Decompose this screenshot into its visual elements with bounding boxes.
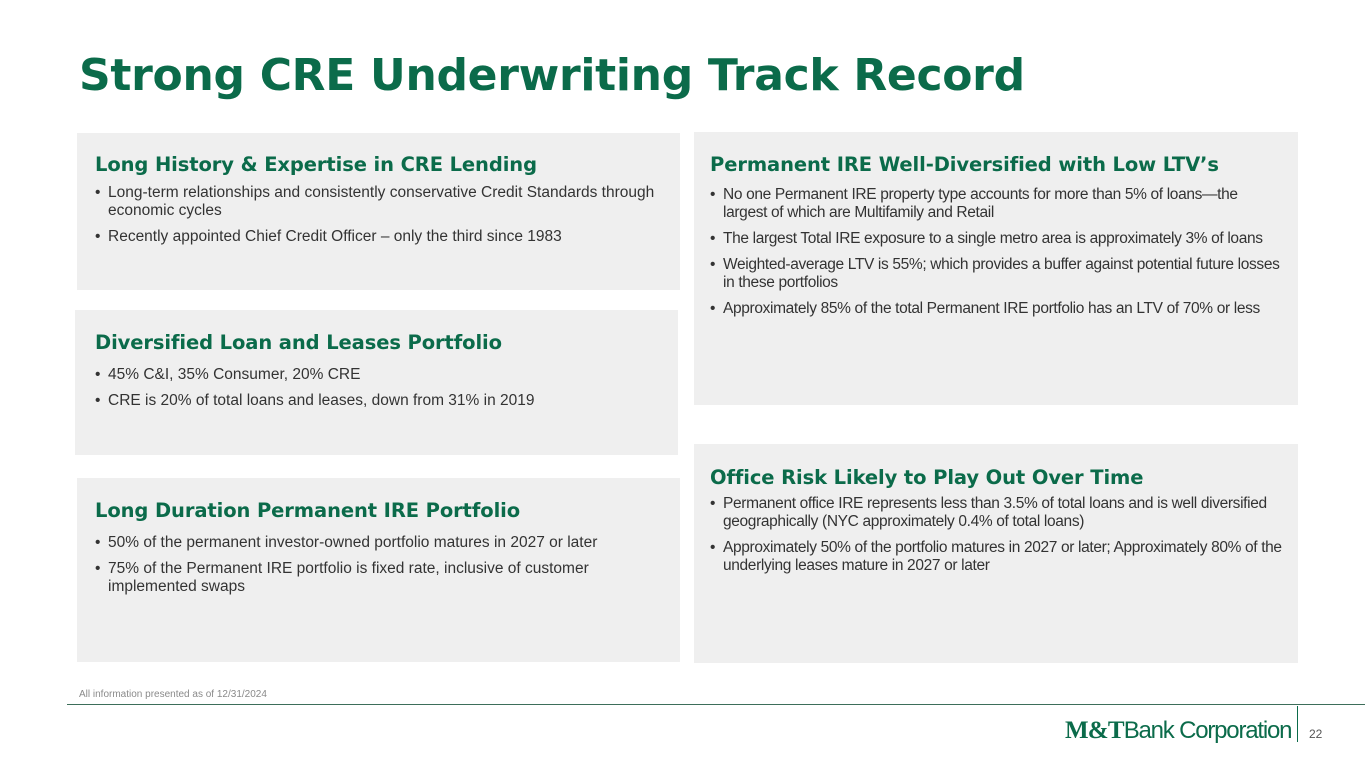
bullet-item: • Long-term relationships and consistently conservative Credit Standards through economic cycles — [95, 184, 662, 220]
card-heading: Permanent IRE Well-Diversified with Low LTV’s — [710, 153, 1219, 176]
bullet-list — [95, 184, 662, 246]
card-diversified-portfolio — [75, 310, 678, 455]
bullet-item: • 75% of the Permanent IRE portfolio is fixed rate, inclusive of customer implemented swaps — [95, 560, 662, 596]
logo-wordmark: Bank Corporation — [1123, 717, 1292, 744]
bullet-item: • No one Permanent IRE property type accounts for more than 5% of loans—the largest of which are Multifamily and Retail — [710, 186, 1282, 222]
bullet-item: • Permanent office IRE represents less than 3.5% of total loans and is well diversified geographically (NYC approximately 0.4% of total loans) — [710, 495, 1282, 531]
bullet-item: • Approximately 85% of the total Permanent IRE portfolio has an LTV of 70% or less — [710, 300, 1282, 318]
bullet-list — [710, 186, 1282, 318]
bullet-item: • 45% C&I, 35% Consumer, 20% CRE — [95, 366, 658, 384]
bullet-item: • 50% of the permanent investor-owned portfolio matures in 2027 or later — [95, 534, 662, 552]
logo-mark: M&T — [1065, 717, 1124, 744]
card-long-duration — [77, 478, 680, 662]
slide-title: Strong CRE Underwriting Track Record — [79, 50, 1025, 101]
bullet-item: • Recently appointed Chief Credit Officer – only the third since 1983 — [95, 228, 662, 246]
bullet-list — [95, 534, 662, 596]
card-history-expertise — [77, 133, 680, 290]
card-heading: Long History & Expertise in CRE Lending — [95, 153, 537, 176]
card-heading: Office Risk Likely to Play Out Over Time — [710, 466, 1144, 489]
logo-divider — [1297, 706, 1298, 742]
footnote: All information presented as of 12/31/2024 — [79, 689, 267, 700]
bullet-item: • Approximately 50% of the portfolio matures in 2027 or later; Approximately 80% of the underlying leases mature in 2027 or later — [710, 539, 1282, 575]
bullet-item: • The largest Total IRE exposure to a single metro area is approximately 3% of loans — [710, 230, 1282, 248]
bullet-item: • CRE is 20% of total loans and leases, down from 31% in 2019 — [95, 392, 658, 410]
card-heading: Long Duration Permanent IRE Portfolio — [95, 499, 521, 522]
page-number: 22 — [1309, 727, 1323, 741]
company-logo — [1065, 717, 1291, 745]
card-permanent-ire — [694, 132, 1298, 405]
bullet-item: • Weighted-average LTV is 55%; which provides a buffer against potential future losses in these portfolios — [710, 256, 1282, 292]
card-office-risk — [694, 444, 1298, 663]
bullet-list — [710, 495, 1282, 575]
card-heading: Diversified Loan and Leases Portfolio — [95, 331, 502, 354]
footer-divider — [67, 704, 1365, 705]
bullet-list — [95, 366, 658, 410]
